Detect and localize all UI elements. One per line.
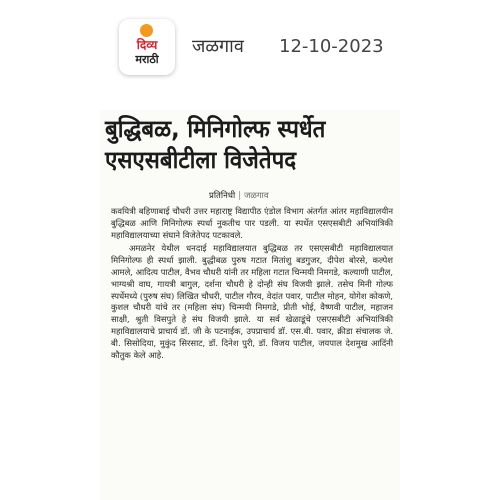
logo-text-top: दिव्य — [136, 38, 158, 52]
logo-text-bottom: मराठी — [135, 53, 159, 66]
article-paragraph-2: अमळनेर येथील धनदाई महाविद्यालयात बुद्धिबळ तर एसएसबीटी महाविद्यालयात मिनिगोल्फ ही स्पर्धा झाली. बुद्धीबळ पुरुष गटात मितांशु बडगुजर, दीपेश बोरसे, कल्पेश आमले, आदित्य पाटील, वैभव चौधरी यांनी तर महिला गटात चिन्मयी निमगडे, कल्याणी पाटील, भाग्यश्री वाघ, गायत्री बागुल, दर्शना चौधरी हे दोन्ही संघ विजयी झाले. तसेच मिनी गोल्फ स्पर्धेमध्ये (पुरुष संघ) लिखित चौधरी, पाटील गौरव, वेदांत पवार, पाटील मोहन, योगेश कोकणे, कुशल चौधरी यांचे तर (महिला संघ) चिन्मयी निमगडे, प्रीती भोई, वैष्णवी पाटील, महाजन साक्षी, श्रुती विसपुते हे संघ विजयी झाले. या सर्व खेळाडूंचे एसएसबीटी अभियांत्रिकी महाविद्यालयाचे प्राचार्य डॉ. जी के पटनाईक, उपप्राचार्य डॉ. एस.बी. पवार, क्रीडा संचालक जे. बी. सिसोदिया, मुकुंद सिरसाट, डॉ. दिनेश पुरी, डॉ. विजय पाटील, जयपाल देशमुख आदिंनी कौतुक केले आहे. — [111, 243, 393, 360]
article-byline — [209, 190, 269, 202]
page-header — [0, 0, 500, 90]
byline-author: प्रतिनिधी — [209, 191, 236, 201]
headline-line-1: बुद्धिबळ, मिनिगोल्फ स्पर्धेत — [105, 115, 326, 143]
article-headline — [105, 114, 375, 176]
article-paragraph-1: कवयित्री बहिणाबाई चौधरी उत्तर महाराष्ट्र विद्यापीठ एंडोल विभाग अंतर्गत आंतर महाविद्यालयीन बुद्धिबळ आणि मिनिगोल्फ स्पर्धा नुकतीच पार पडली. या स्पर्धेत एसएसबीटी अभियांत्रिकी महाविद्यालयाच्या संघाने विजेतेपद पटकावले. — [111, 206, 393, 240]
headline-line-2: एसएसबीटीला विजेतेपद — [105, 146, 297, 174]
edition-city: जळगाव — [192, 36, 244, 57]
byline-separator: | — [238, 191, 242, 201]
edition-date: 12-10-2023 — [279, 36, 384, 57]
divya-marathi-logo — [119, 19, 175, 75]
byline-location: जळगाव — [244, 191, 269, 201]
sun-icon — [140, 24, 153, 37]
article-body — [111, 206, 393, 361]
